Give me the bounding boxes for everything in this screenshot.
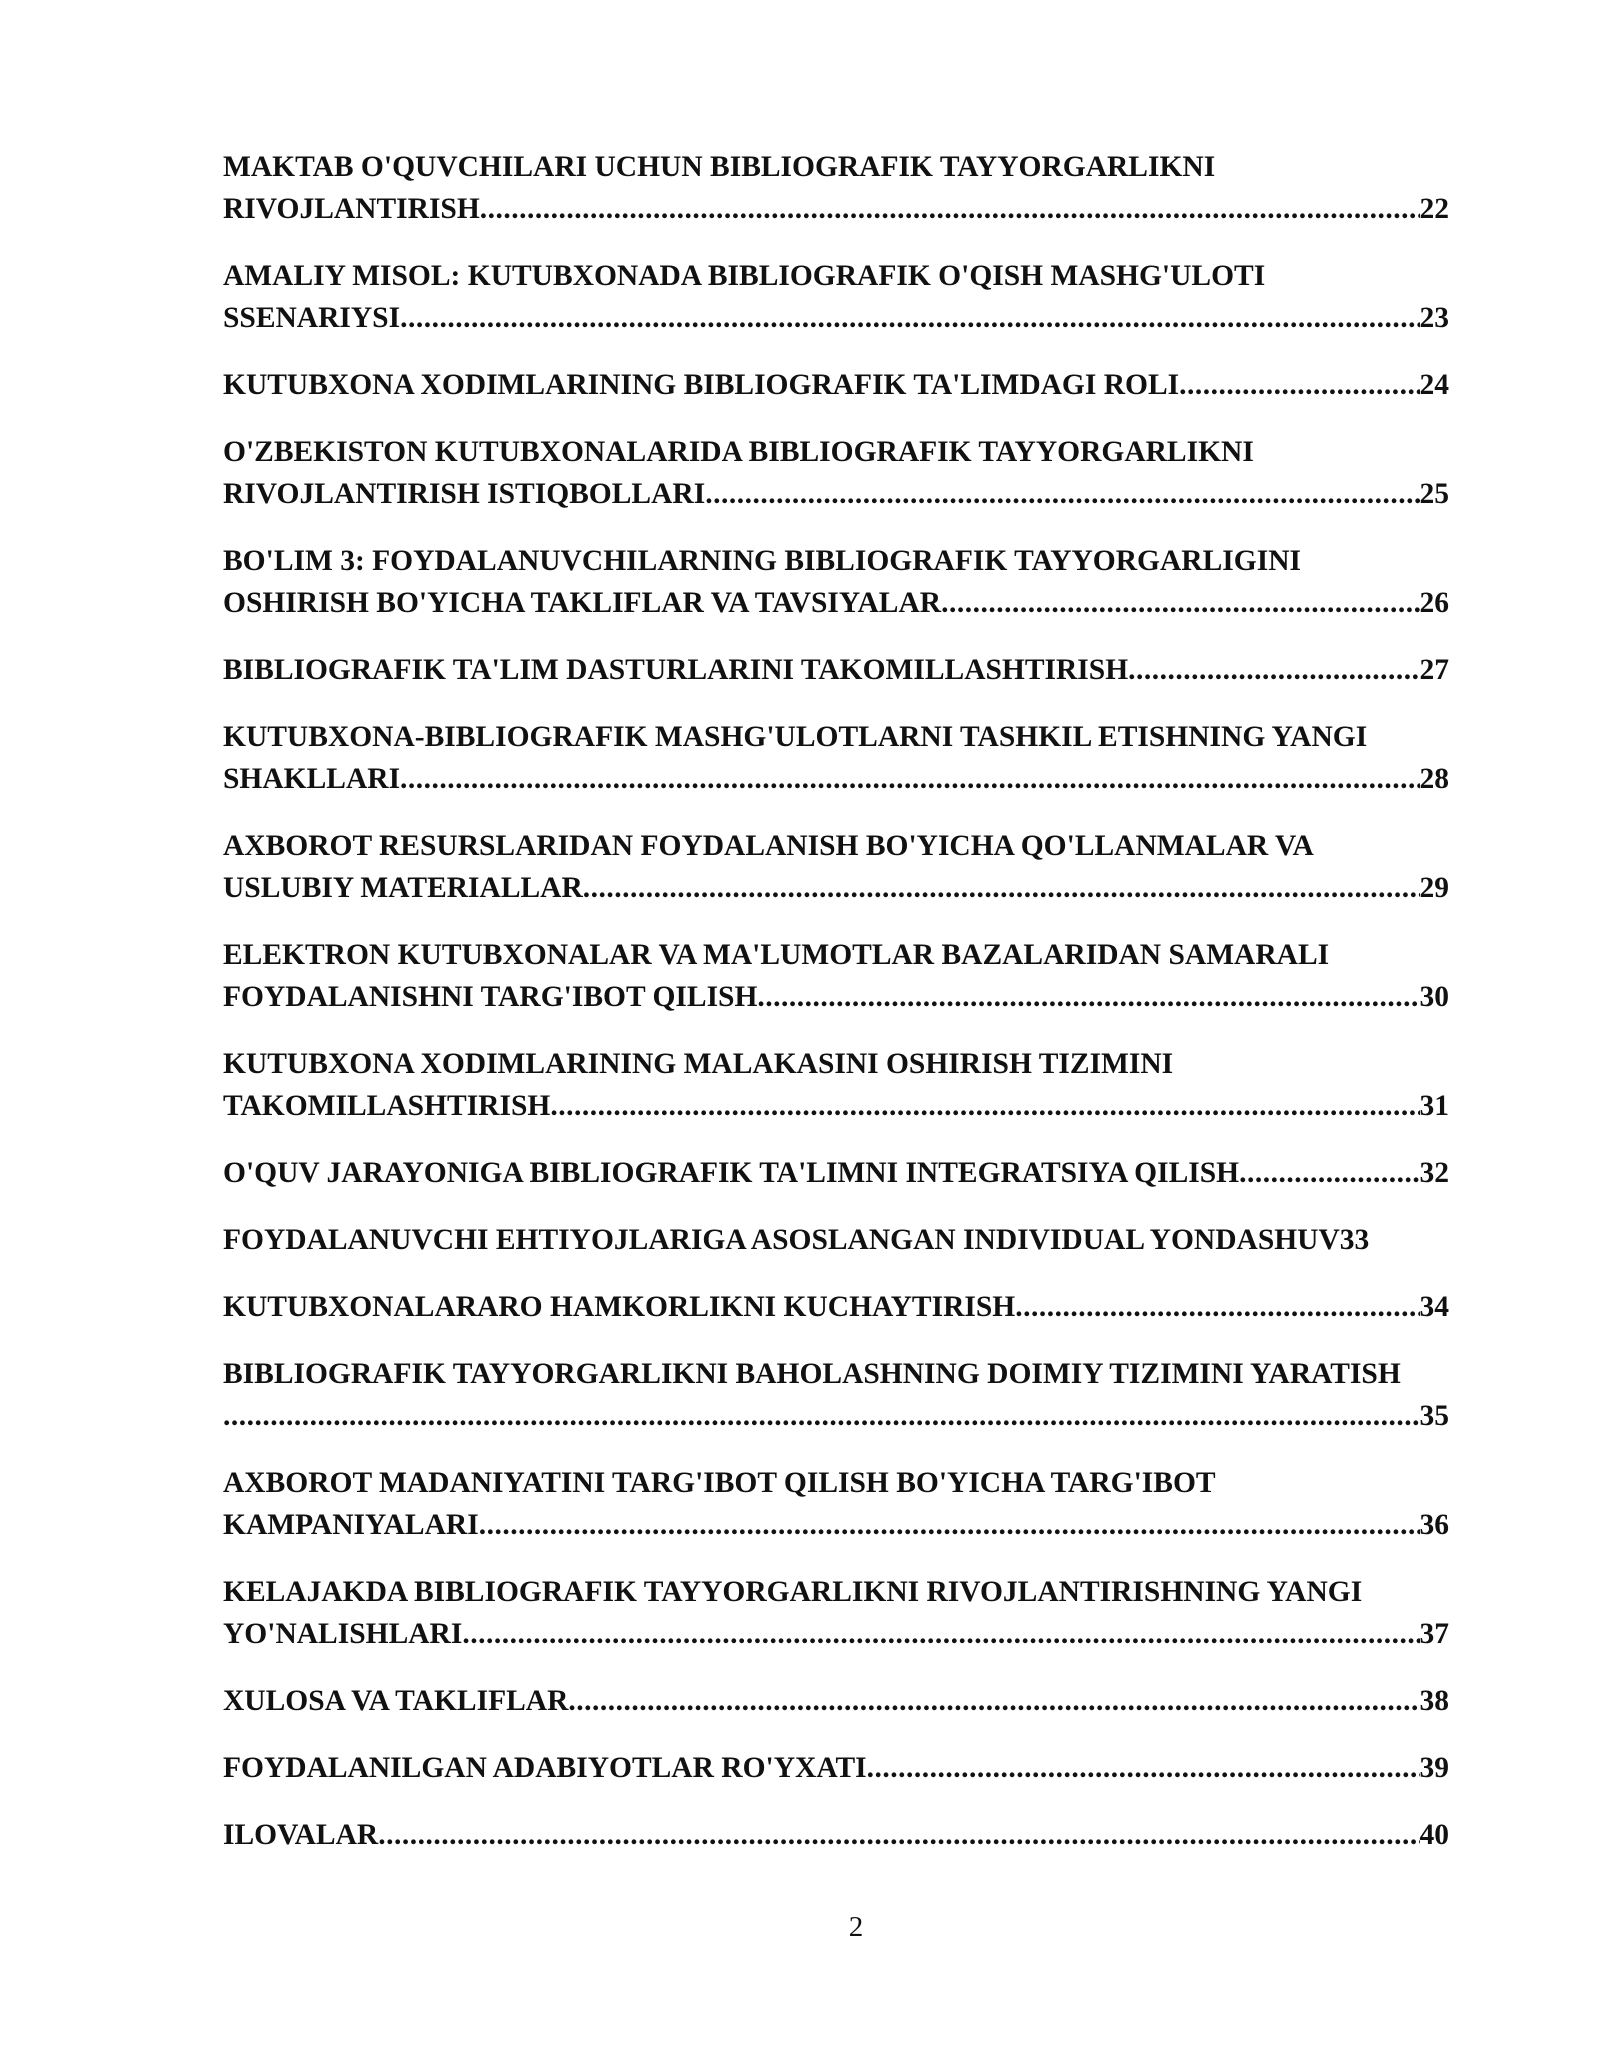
toc-page-number: 34 — [1419, 1291, 1449, 1323]
toc-entry-line — [223, 1747, 1449, 1789]
toc-entry-line — [223, 364, 1449, 406]
toc-entry[interactable] — [223, 934, 1449, 1018]
toc-entry-title-continuation: TAKOMILLASHTIRISH — [223, 1090, 551, 1122]
toc-entry[interactable] — [223, 540, 1449, 624]
toc-entry-title-continuation: RIVOJLANTIRISH ISTIQBOLLARI — [223, 478, 706, 510]
dot-leader — [400, 297, 1419, 339]
toc-entry-title-continuation: FOYDALANISHNI TARG'IBOT QILISH — [223, 981, 758, 1013]
toc-entry-title: KUTUBXONA-BIBLIOGRAFIK MASHG'ULOTLARNI TASHKIL ETISHNING YANGI — [223, 721, 1368, 753]
toc-page-number: 26 — [1419, 587, 1449, 619]
toc-entry-title-continuation: KUTUBXONA XODIMLARINING BIBLIOGRAFIK TA'LIMDAGI ROLI — [223, 369, 1180, 401]
toc-entry-title: AXBOROT MADANIYATINI TARG'IBOT QILISH BO'YICHA TARG'IBOT — [223, 1467, 1216, 1499]
page-number: 2 — [848, 1911, 864, 1943]
toc-entry-line — [223, 976, 1449, 1018]
toc-page-number: 33 — [1339, 1224, 1370, 1256]
toc-page-number: 35 — [1419, 1400, 1449, 1432]
toc-entry-line — [223, 867, 1449, 909]
toc-entry[interactable] — [223, 364, 1449, 406]
toc-entry-title-continuation: KUTUBXONALARARO HAMKORLIKNI KUCHAYTIRISH — [223, 1291, 1016, 1323]
dot-leader — [1015, 1286, 1419, 1328]
dot-leader — [583, 867, 1420, 909]
toc-entry-line — [223, 582, 1449, 624]
toc-entry-title-continuation: KAMPANIYALARI — [223, 1509, 479, 1541]
dot-leader — [479, 1504, 1420, 1546]
toc-page-number: 31 — [1419, 1090, 1449, 1122]
toc-entry-title-continuation: O'QUV JARAYONIGA BIBLIOGRAFIK TA'LIMNI INTEGRATSIYA QILISH — [223, 1157, 1240, 1189]
toc-entry[interactable] — [223, 1747, 1449, 1789]
toc-entry-title: KELAJAKDA BIBLIOGRAFIK TAYYORGARLIKNI RIVOJLANTIRISHNING YANGI — [223, 1576, 1363, 1608]
toc-page-number: 23 — [1419, 302, 1449, 334]
toc-page-number: 27 — [1419, 654, 1449, 686]
toc-entry[interactable] — [223, 825, 1449, 909]
toc-entry-line — [223, 1286, 1449, 1328]
toc-page-number: 24 — [1419, 369, 1449, 401]
dot-leader — [1128, 649, 1419, 691]
toc-entry-title-continuation: XULOSA VA TAKLIFLAR — [223, 1685, 569, 1717]
toc-page-number: 25 — [1419, 478, 1449, 510]
toc-entry-title: KUTUBXONA XODIMLARINING MALAKASINI OSHIRISH TIZIMINI — [223, 1048, 1174, 1080]
toc-entry[interactable] — [223, 1286, 1449, 1328]
dot-leader — [1239, 1152, 1419, 1194]
toc-entry[interactable] — [223, 146, 1449, 230]
table-of-contents — [223, 146, 1449, 1881]
toc-page-number: 29 — [1419, 872, 1449, 904]
toc-entry-line — [223, 1395, 1449, 1437]
toc-page-number: 22 — [1419, 193, 1449, 225]
dot-leader — [378, 1814, 1419, 1856]
toc-entry-line — [223, 473, 1449, 515]
toc-entry[interactable] — [223, 1680, 1449, 1722]
toc-entry-line — [223, 1814, 1449, 1856]
dot-leader — [867, 1747, 1420, 1789]
toc-page-number: 30 — [1419, 981, 1449, 1013]
toc-page-number: 36 — [1419, 1509, 1449, 1541]
toc-entry-line — [223, 1152, 1449, 1194]
toc-entry[interactable] — [223, 1219, 1449, 1261]
toc-page-number: 32 — [1419, 1157, 1449, 1189]
dot-leader — [1179, 364, 1419, 406]
toc-page-number: 38 — [1419, 1685, 1449, 1717]
toc-entry-title-continuation: SHAKLLARI — [223, 763, 401, 795]
toc-entry-title: AMALIY MISOL: KUTUBXONADA BIBLIOGRAFIK O'QISH MASHG'ULOTI — [223, 260, 1266, 292]
dot-leader — [223, 1395, 1420, 1437]
dot-leader — [550, 1085, 1419, 1127]
dot-leader — [757, 976, 1419, 1018]
toc-entry-line — [223, 649, 1449, 691]
toc-entry[interactable] — [223, 255, 1449, 339]
toc-entry-title: BO'LIM 3: FOYDALANUVCHILARNING BIBLIOGRAFIK TAYYORGARLIGINI — [223, 545, 1301, 577]
toc-entry-title: BIBLIOGRAFIK TAYYORGARLIKNI BAHOLASHNING DOIMIY TIZIMINI YARATISH — [223, 1358, 1401, 1390]
toc-entry-line — [223, 758, 1449, 800]
dot-leader — [400, 758, 1419, 800]
toc-entry-title: ELEKTRON KUTUBXONALAR VA MA'LUMOTLAR BAZALARIDAN SAMARALI — [223, 939, 1330, 971]
toc-entry-title: AXBOROT RESURSLARIDAN FOYDALANISH BO'YICHA QO'LLANMALAR VA — [223, 830, 1314, 862]
toc-entry[interactable] — [223, 431, 1449, 515]
toc-entry[interactable] — [223, 1152, 1449, 1194]
toc-entry-line — [223, 1504, 1449, 1546]
toc-entry-title-continuation: SSENARIYSI — [223, 302, 401, 334]
toc-entry[interactable] — [223, 716, 1449, 800]
toc-entry-title-continuation: USLUBIY MATERIALLAR — [223, 872, 583, 904]
toc-entry-title: MAKTAB O'QUVCHILARI UCHUN BIBLIOGRAFIK TAYYORGARLIKNI — [223, 151, 1216, 183]
toc-page-number: 37 — [1419, 1618, 1449, 1650]
toc-entry[interactable] — [223, 1462, 1449, 1546]
toc-entry-title-continuation: YO'NALISHLARI — [223, 1618, 463, 1650]
toc-entry[interactable] — [223, 1571, 1449, 1655]
toc-entry-line — [223, 1085, 1449, 1127]
toc-page-number: 39 — [1419, 1752, 1449, 1784]
toc-entry[interactable] — [223, 649, 1449, 691]
toc-entry[interactable] — [223, 1043, 1449, 1127]
toc-entry-title: O'ZBEKISTON KUTUBXONALARIDA BIBLIOGRAFIK TAYYORGARLIKNI — [223, 436, 1254, 468]
dot-leader — [462, 1613, 1419, 1655]
toc-entry-line — [223, 188, 1449, 230]
toc-entry-line — [223, 1613, 1449, 1655]
toc-page-number: 28 — [1419, 763, 1449, 795]
toc-entry[interactable] — [223, 1814, 1449, 1856]
dot-leader — [941, 582, 1419, 624]
dot-leader — [480, 188, 1420, 230]
toc-entry[interactable] — [223, 1353, 1449, 1437]
toc-entry-title-continuation: OSHIRISH BO'YICHA TAKLIFLAR VA TAVSIYALAR — [223, 587, 942, 619]
toc-entry-line — [223, 1680, 1449, 1722]
dot-leader — [705, 473, 1419, 515]
toc-entry-title-continuation: ILOVALAR — [223, 1819, 379, 1851]
toc-entry-title-continuation: FOYDALANUVCHI EHTIYOJLARIGA ASOSLANGAN INDIVIDUAL YONDASHUV — [223, 1224, 1340, 1256]
dot-leader — [568, 1680, 1419, 1722]
toc-page-number: 40 — [1419, 1819, 1449, 1851]
toc-entry-line — [223, 1219, 1449, 1261]
toc-entry-title-continuation: FOYDALANILGAN ADABIYOTLAR RO'YXATI — [223, 1752, 867, 1784]
toc-entry-title-continuation: BIBLIOGRAFIK TA'LIM DASTURLARINI TAKOMILLASHTIRISH — [223, 654, 1129, 686]
toc-entry-line — [223, 297, 1449, 339]
toc-entry-title-continuation: RIVOJLANTIRISH — [223, 193, 480, 225]
